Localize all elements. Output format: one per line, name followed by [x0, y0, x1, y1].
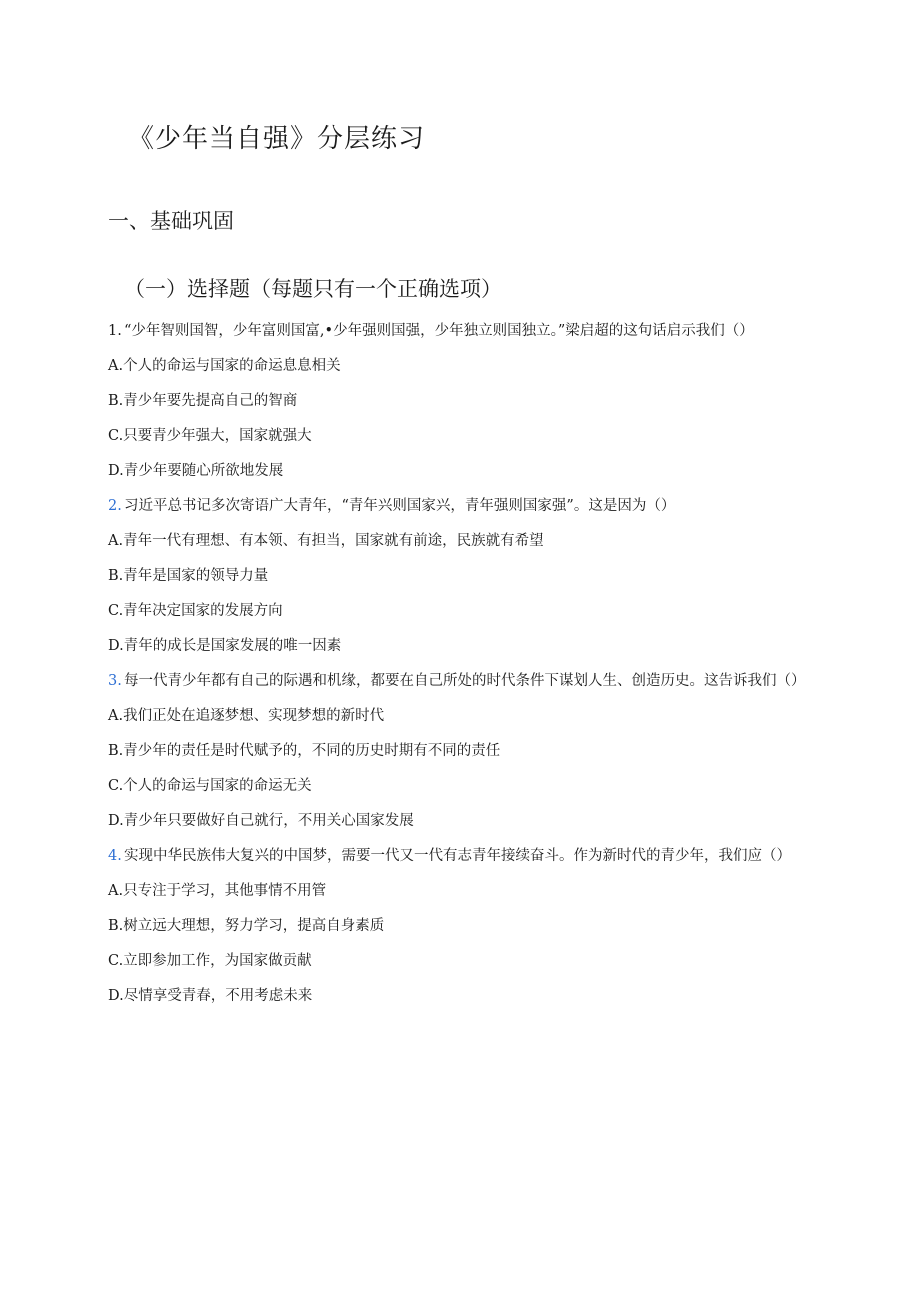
option-d: D.青年的成长是国家发展的唯一因素 [108, 638, 342, 654]
question-stem [108, 493, 818, 520]
subsection-heading: （一）选择题（每题只有一个正确选项） [124, 277, 502, 301]
question-text: 每一代青少年都有自己的际遇和机缘，都要在自己所处的时代条件下谋划人生、创造历史。这告诉我们（） [124, 673, 806, 689]
question-stem [108, 318, 818, 345]
option-a: A.我们正处在追逐梦想、实现梦想的新时代 [108, 708, 385, 724]
option-c: C.个人的命运与国家的命运无关 [108, 778, 312, 794]
option-d: D.青少年要随心所欲地发展 [108, 463, 284, 479]
option-a: A.个人的命运与国家的命运息息相关 [108, 358, 341, 374]
question-stem [108, 843, 818, 870]
question-number: 1. [108, 323, 122, 339]
option-a: A.只专注于学习，其他事情不用管 [108, 883, 327, 899]
question-1 [108, 318, 818, 485]
question-stem [108, 668, 818, 695]
option-c: C.立即参加工作，为国家做贡献 [108, 953, 312, 969]
question-number: 4. [108, 848, 122, 864]
question-list [108, 318, 818, 1018]
option-b: B.青年是国家的领导力量 [108, 568, 269, 584]
question-number: 2. [108, 498, 122, 514]
option-a: A.青年一代有理想、有本领、有担当，国家就有前途，民族就有希望 [108, 533, 544, 549]
option-c: C.青年决定国家的发展方向 [108, 603, 283, 619]
question-2 [108, 493, 818, 660]
question-number: 3. [108, 673, 122, 689]
document-title: 《少年当自强》分层练习 [128, 124, 426, 154]
question-text: 习近平总书记多次寄语广大青年，“青年兴则国家兴，青年强则国家强”。这是因为（） [124, 498, 676, 514]
section-heading: 一、基础巩固 [108, 209, 234, 233]
option-c: C.只要青少年强大，国家就强大 [108, 428, 312, 444]
option-d: D.尽情享受青春，不用考虑未来 [108, 988, 313, 1004]
question-4 [108, 843, 818, 1010]
question-text: 实现中华民族伟大复兴的中国梦，需要一代又一代有志青年接续奋斗。作为新时代的青少年，我们应（） [124, 848, 791, 864]
option-b: B.树立远大理想，努力学习，提高自身素质 [108, 918, 385, 934]
option-d: D.青少年只要做好自己就行，不用关心国家发展 [108, 813, 414, 829]
question-text: “少年智则国智，少年富则国富,•少年强则国强，少年独立则国独立。”梁启超的这句话启示我们（） [124, 323, 754, 339]
option-b: B.青少年要先提高自己的智商 [108, 393, 298, 409]
option-b: B.青少年的责任是时代赋予的，不同的历史时期有不同的责任 [108, 743, 501, 759]
question-3 [108, 668, 818, 835]
